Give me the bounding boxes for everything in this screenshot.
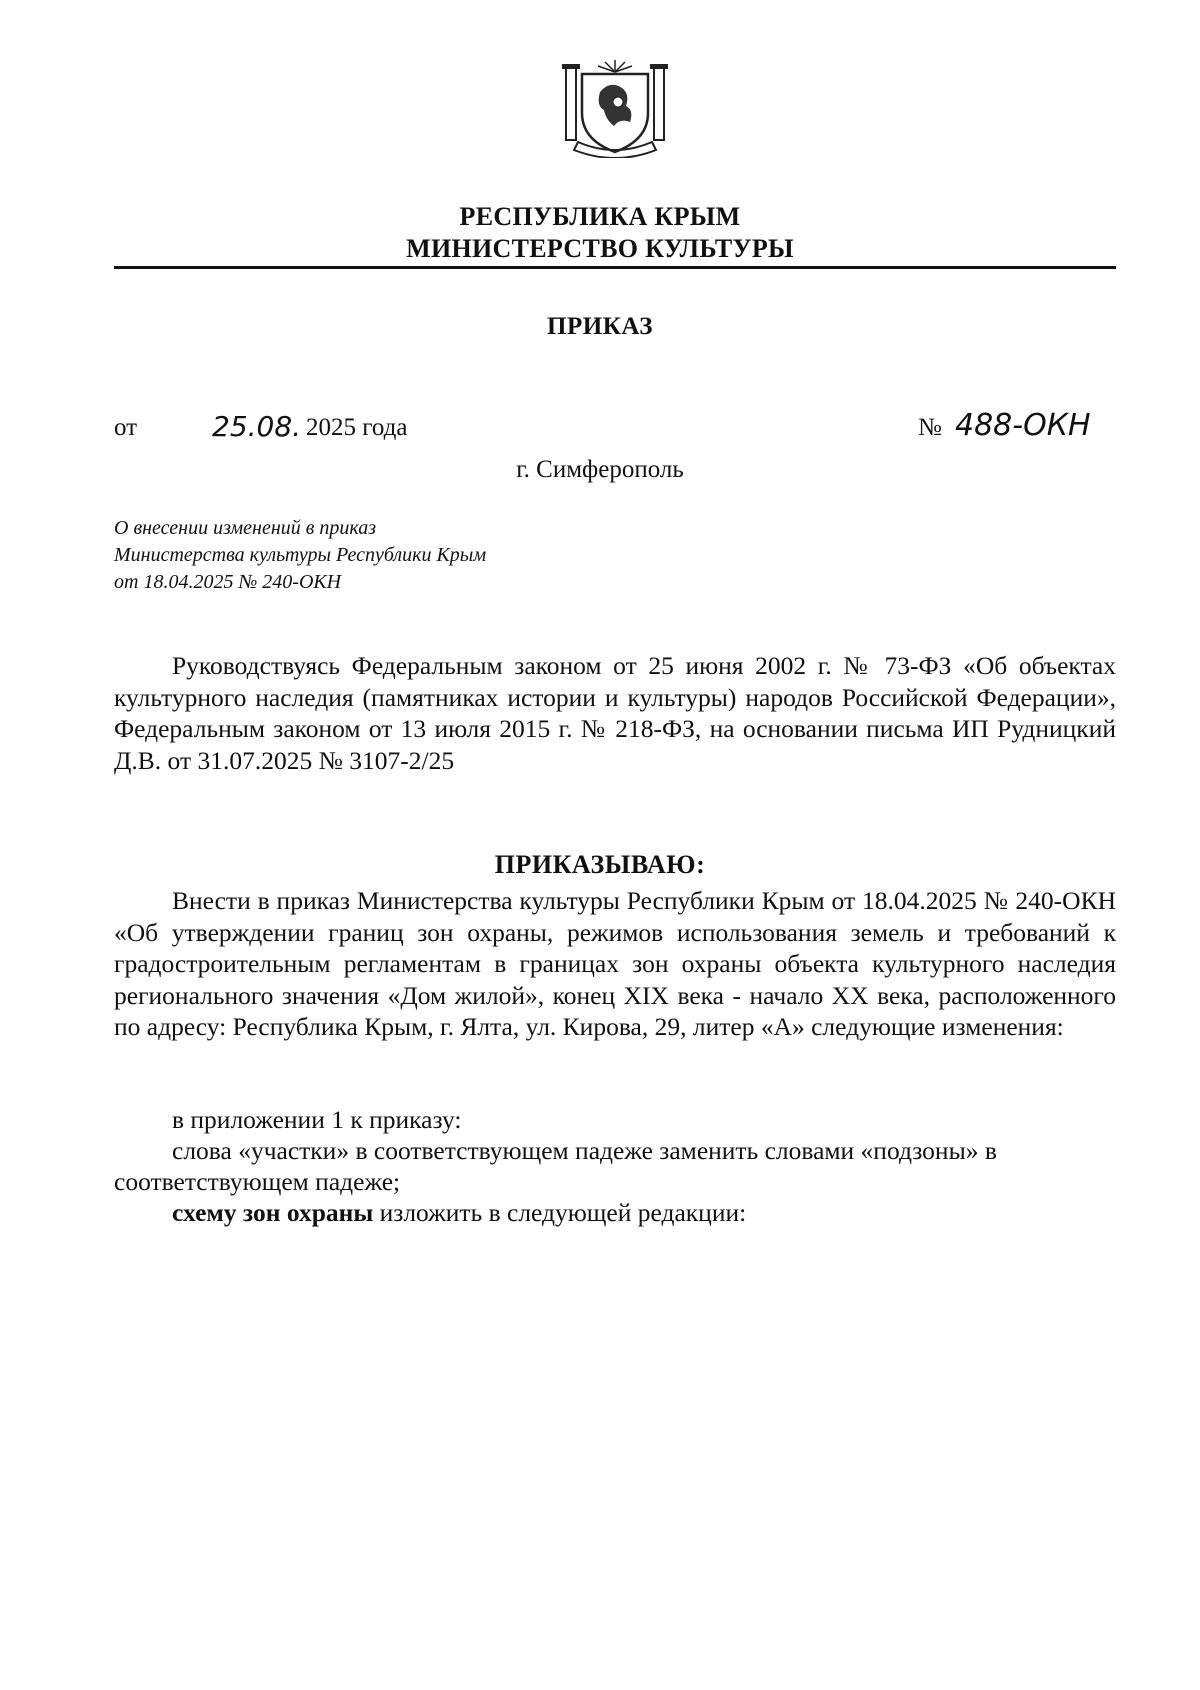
order-heading: ПРИКАЗЫВАЮ: (494, 850, 706, 879)
preamble-paragraph (114, 650, 1116, 776)
words-line-a: слова «участки» в соответствующем падеже заменить словами «подзоны» в (172, 1136, 997, 1165)
org-name-line1: РЕСПУБЛИКА КРЫМ (459, 202, 741, 231)
document-title: ПРИКАЗ (547, 313, 653, 340)
number-prefix: № (918, 414, 942, 441)
scheme-line (172, 1198, 746, 1228)
org-name-line2: МИНИСТЕРСТВО КУЛЬТУРЫ (406, 234, 794, 263)
subject-line3: от 18.04.2025 № 240-ОКН (114, 571, 342, 593)
preamble-text: Руководствуясь Федеральным законом от 25 июня 2002 г. № 73-ФЗ «Об объектах культурного наследия (памятниках истории и культуры) народов Российской Федерации», Федеральным законом от 13 июля 2015 г. № 218-ФЗ, на основании письма ИП Рудницкий Д.В. от 31.07.2025 № 3107-2/25 (114, 651, 1116, 775)
order-point-text: Внести в приказ Министерства культуры Республики Крым от 18.04.2025 № 240-ОКН «Об утверждении границ зон охраны, режимов использования земель и требований к градостроительным регламентам в границах зон охраны объекта культурного наследия регионального значения «Дом жилой», конец XIX века - начало XX века, расположенного по адресу: Республика Крым, г. Ялта, ул. Кирова, 29, литер «А» следующие изменения: (114, 886, 1116, 1041)
date-year: 2025 года (306, 414, 408, 441)
subject-line1: О внесении изменений в приказ (114, 517, 377, 539)
order-point-paragraph (114, 885, 1116, 1043)
header-divider (114, 266, 1116, 269)
handwritten-date: 25.08. (212, 410, 302, 443)
subject-block (114, 515, 634, 596)
coat-of-arms-icon (560, 58, 670, 158)
subject-line2: Министерства культуры Республики Крым (114, 544, 487, 566)
scheme-bold: схему зон охраны (172, 1198, 374, 1227)
city: г. Симферополь (516, 456, 684, 483)
words-line-b: соответствующем падеже; (114, 1167, 401, 1196)
scheme-rest: изложить в следующей редакции: (373, 1198, 747, 1227)
date-prefix: от (114, 414, 138, 441)
appendix-line: в приложении 1 к приказу: (172, 1105, 462, 1134)
handwritten-number: 488-ОКН (955, 408, 1091, 443)
